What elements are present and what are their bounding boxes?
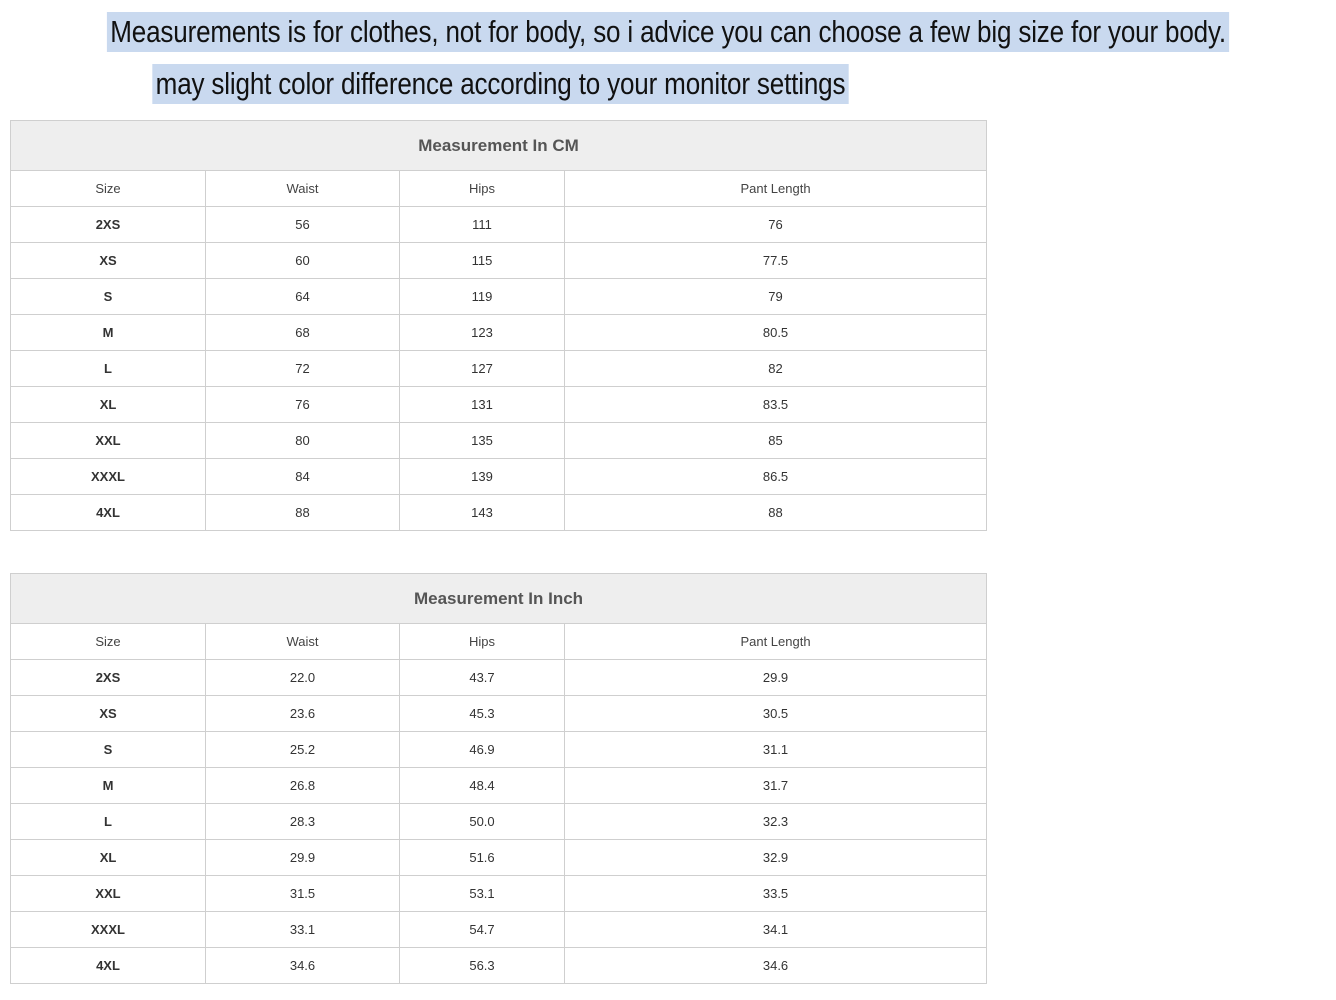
pant-length-cell: 88 — [565, 495, 987, 531]
table-row — [11, 912, 987, 948]
table-row — [11, 279, 987, 315]
table-row — [11, 387, 987, 423]
table-row — [11, 423, 987, 459]
waist-cell: 28.3 — [206, 804, 400, 840]
hips-cell: 111 — [400, 207, 565, 243]
column-header-waist: Waist — [206, 624, 400, 660]
hips-cell: 119 — [400, 279, 565, 315]
column-header-size: Size — [11, 171, 206, 207]
hips-cell: 46.9 — [400, 732, 565, 768]
waist-cell: 29.9 — [206, 840, 400, 876]
pant-length-cell: 79 — [565, 279, 987, 315]
table-row — [11, 660, 987, 696]
column-header-pant-length: Pant Length — [565, 171, 987, 207]
pant-length-cell: 83.5 — [565, 387, 987, 423]
hips-cell: 45.3 — [400, 696, 565, 732]
hips-cell: 43.7 — [400, 660, 565, 696]
size-cell: 2XS — [11, 207, 206, 243]
column-header-hips: Hips — [400, 171, 565, 207]
hips-cell: 115 — [400, 243, 565, 279]
waist-cell: 68 — [206, 315, 400, 351]
header-row — [11, 624, 987, 660]
size-cell: 4XL — [11, 948, 206, 984]
table-row — [11, 768, 987, 804]
table-row — [11, 315, 987, 351]
column-header-pant-length: Pant Length — [565, 624, 987, 660]
hips-cell: 127 — [400, 351, 565, 387]
size-cell: XL — [11, 387, 206, 423]
waist-cell: 80 — [206, 423, 400, 459]
size-cell: L — [11, 351, 206, 387]
size-cell: XS — [11, 696, 206, 732]
pant-length-cell: 31.1 — [565, 732, 987, 768]
waist-cell: 26.8 — [206, 768, 400, 804]
table-title: Measurement In Inch — [11, 574, 987, 624]
size-cell: M — [11, 768, 206, 804]
table-row — [11, 732, 987, 768]
size-cell: XXXL — [11, 459, 206, 495]
column-header-hips: Hips — [400, 624, 565, 660]
column-header-size: Size — [11, 624, 206, 660]
table-row — [11, 804, 987, 840]
waist-cell: 23.6 — [206, 696, 400, 732]
table-row — [11, 876, 987, 912]
notice-line-1 — [0, 12, 1226, 52]
hips-cell: 131 — [400, 387, 565, 423]
column-header-waist: Waist — [206, 171, 400, 207]
size-cell: M — [11, 315, 206, 351]
pant-length-cell: 82 — [565, 351, 987, 387]
waist-cell: 88 — [206, 495, 400, 531]
table-title: Measurement In CM — [11, 121, 987, 171]
size-cell: XS — [11, 243, 206, 279]
pant-length-cell: 32.9 — [565, 840, 987, 876]
hips-cell: 123 — [400, 315, 565, 351]
table-row — [11, 495, 987, 531]
pant-length-cell: 34.1 — [565, 912, 987, 948]
hips-cell: 50.0 — [400, 804, 565, 840]
size-cell: 2XS — [11, 660, 206, 696]
notice-text-1: Measurements is for clothes, not for body, so i advice you can choose a few big size for your body. — [107, 12, 1229, 52]
table-row — [11, 840, 987, 876]
pant-length-cell: 29.9 — [565, 660, 987, 696]
table-row — [11, 243, 987, 279]
measurement-inch-table — [10, 573, 987, 984]
pant-length-cell: 34.6 — [565, 948, 987, 984]
waist-cell: 34.6 — [206, 948, 400, 984]
waist-cell: 64 — [206, 279, 400, 315]
pant-length-cell: 86.5 — [565, 459, 987, 495]
size-cell: XXL — [11, 423, 206, 459]
pant-length-cell: 80.5 — [565, 315, 987, 351]
header-row — [11, 171, 987, 207]
measurement-cm-table — [10, 120, 987, 531]
size-cell: XXL — [11, 876, 206, 912]
table-row — [11, 351, 987, 387]
pant-length-cell: 77.5 — [565, 243, 987, 279]
hips-cell: 54.7 — [400, 912, 565, 948]
size-cell: L — [11, 804, 206, 840]
size-cell: XXXL — [11, 912, 206, 948]
waist-cell: 33.1 — [206, 912, 400, 948]
hips-cell: 48.4 — [400, 768, 565, 804]
notice-line-2 — [0, 64, 1000, 104]
hips-cell: 135 — [400, 423, 565, 459]
pant-length-cell: 30.5 — [565, 696, 987, 732]
waist-cell: 22.0 — [206, 660, 400, 696]
table-row — [11, 696, 987, 732]
pant-length-cell: 32.3 — [565, 804, 987, 840]
pant-length-cell: 85 — [565, 423, 987, 459]
waist-cell: 31.5 — [206, 876, 400, 912]
waist-cell: 76 — [206, 387, 400, 423]
waist-cell: 25.2 — [206, 732, 400, 768]
table-row — [11, 948, 987, 984]
pant-length-cell: 76 — [565, 207, 987, 243]
waist-cell: 60 — [206, 243, 400, 279]
size-cell: XL — [11, 840, 206, 876]
waist-cell: 84 — [206, 459, 400, 495]
hips-cell: 143 — [400, 495, 565, 531]
waist-cell: 56 — [206, 207, 400, 243]
size-cell: S — [11, 279, 206, 315]
table-row — [11, 459, 987, 495]
table-row — [11, 207, 987, 243]
pant-length-cell: 33.5 — [565, 876, 987, 912]
pant-length-cell: 31.7 — [565, 768, 987, 804]
hips-cell: 139 — [400, 459, 565, 495]
size-cell: S — [11, 732, 206, 768]
waist-cell: 72 — [206, 351, 400, 387]
hips-cell: 51.6 — [400, 840, 565, 876]
size-cell: 4XL — [11, 495, 206, 531]
notice-text-2: may slight color difference according to your monitor settings — [152, 64, 848, 104]
hips-cell: 56.3 — [400, 948, 565, 984]
hips-cell: 53.1 — [400, 876, 565, 912]
